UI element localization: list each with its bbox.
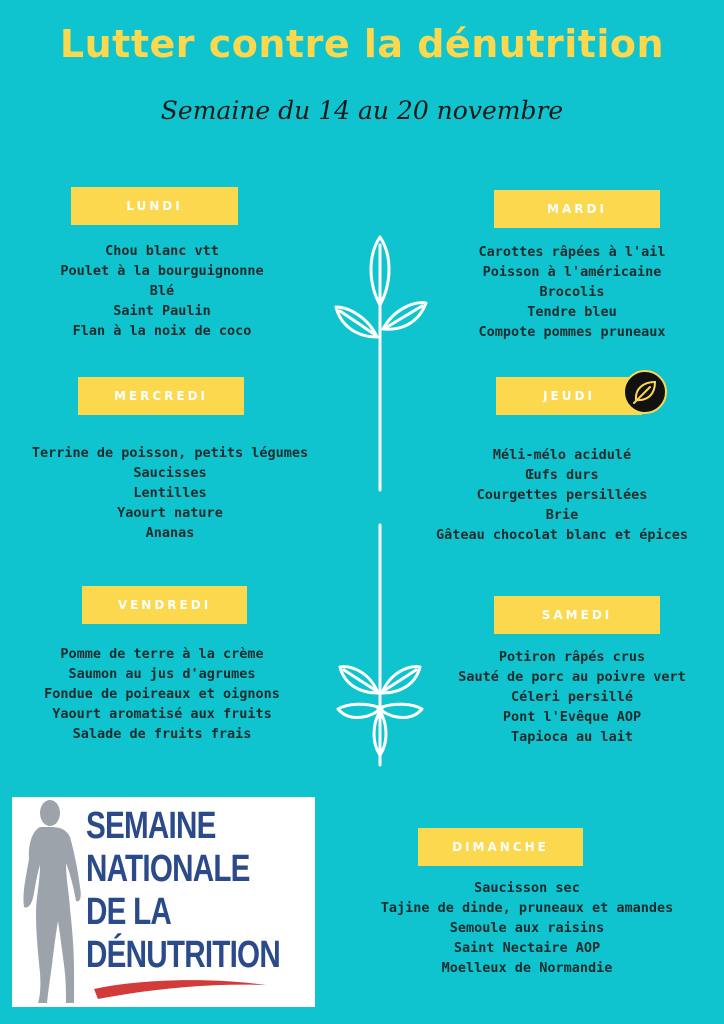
list-item: Tajine de dinde, pruneaux et amandes	[380, 900, 674, 916]
list-item: Céleri persillé	[511, 689, 633, 705]
list-item: Brie	[545, 507, 579, 523]
day-label-lundi: LUNDI	[71, 187, 238, 225]
list-item: Gâteau chocolat blanc et épices	[436, 527, 688, 543]
list-item: Pont l'Evêque AOP	[502, 709, 642, 725]
list-item: Pomme de terre à la crème	[60, 646, 264, 662]
list-item: Courgettes persillées	[476, 487, 648, 503]
list-item: Yaourt nature	[117, 505, 223, 521]
list-item: Flan à la noix de coco	[72, 323, 252, 339]
day-label-mardi: MARDI	[494, 190, 660, 228]
list-item: Brocolis	[539, 284, 605, 300]
list-item: Tapioca au lait	[511, 729, 633, 745]
list-item: Salade de fruits frais	[72, 726, 252, 742]
list-item: Saucisses	[133, 465, 207, 481]
list-item: Poisson à l'américaine	[482, 264, 662, 280]
menu-list-mardi	[420, 242, 724, 342]
list-item: Blé	[149, 283, 175, 299]
menu-list-mercredi	[0, 443, 340, 543]
day-label-mercredi: MERCREDI	[78, 377, 244, 415]
list-item: Saucisson sec	[474, 880, 580, 896]
logo-line: DE LA	[86, 891, 172, 933]
page-subtitle: Semaine du 14 au 20 novembre	[160, 96, 564, 125]
day-label-vendredi: VENDREDI	[82, 586, 247, 624]
list-item: Ananas	[145, 525, 195, 541]
leaf-icon	[623, 370, 667, 414]
semaine-nationale-logo	[12, 797, 315, 1007]
menu-list-jeudi	[400, 445, 724, 545]
menu-list-samedi	[420, 647, 724, 747]
day-label-jeudi: JEUDI	[496, 377, 642, 415]
list-item: Terrine de poisson, petits légumes	[31, 445, 309, 461]
list-item: Poulet à la bourguignonne	[60, 263, 264, 279]
list-item: Saint Nectaire AOP	[453, 940, 601, 956]
menu-list-lundi	[0, 241, 324, 341]
logo-line: NATIONALE	[86, 848, 250, 890]
list-item: Semoule aux raisins	[449, 920, 605, 936]
list-item: Saumon au jus d'agrumes	[68, 666, 256, 682]
logo-text	[86, 805, 280, 977]
list-item: Fondue de poireaux et oignons	[44, 686, 280, 702]
logo-swoosh	[90, 975, 270, 1005]
list-item: Moelleux de Normandie	[441, 960, 613, 976]
list-item: Potiron râpés crus	[498, 649, 646, 665]
day-label-samedi: SAMEDI	[494, 596, 660, 634]
menu-list-vendredi	[0, 644, 324, 744]
list-item: Œufs durs	[525, 467, 599, 483]
human-silhouette-icon	[14, 797, 94, 1007]
list-item: Yaourt aromatisé aux fruits	[52, 706, 272, 722]
menu-list-dimanche	[340, 878, 714, 978]
list-item: Méli-mélo acidulé	[492, 447, 632, 463]
list-item: Sauté de porc au poivre vert	[458, 669, 686, 685]
list-item: Compote pommes pruneaux	[478, 324, 666, 340]
list-item: Lentilles	[133, 485, 207, 501]
list-item: Chou blanc vtt	[105, 243, 219, 259]
logo-line: SEMAINE	[86, 805, 216, 847]
page-title: Lutter contre la dénutrition	[59, 22, 665, 66]
list-item: Tendre bleu	[527, 304, 617, 320]
logo-line: DÉNUTRITION	[86, 934, 280, 976]
day-label-dimanche: DIMANCHE	[418, 828, 583, 866]
list-item: Saint Paulin	[113, 303, 211, 319]
list-item: Carottes râpées à l'ail	[478, 244, 666, 260]
